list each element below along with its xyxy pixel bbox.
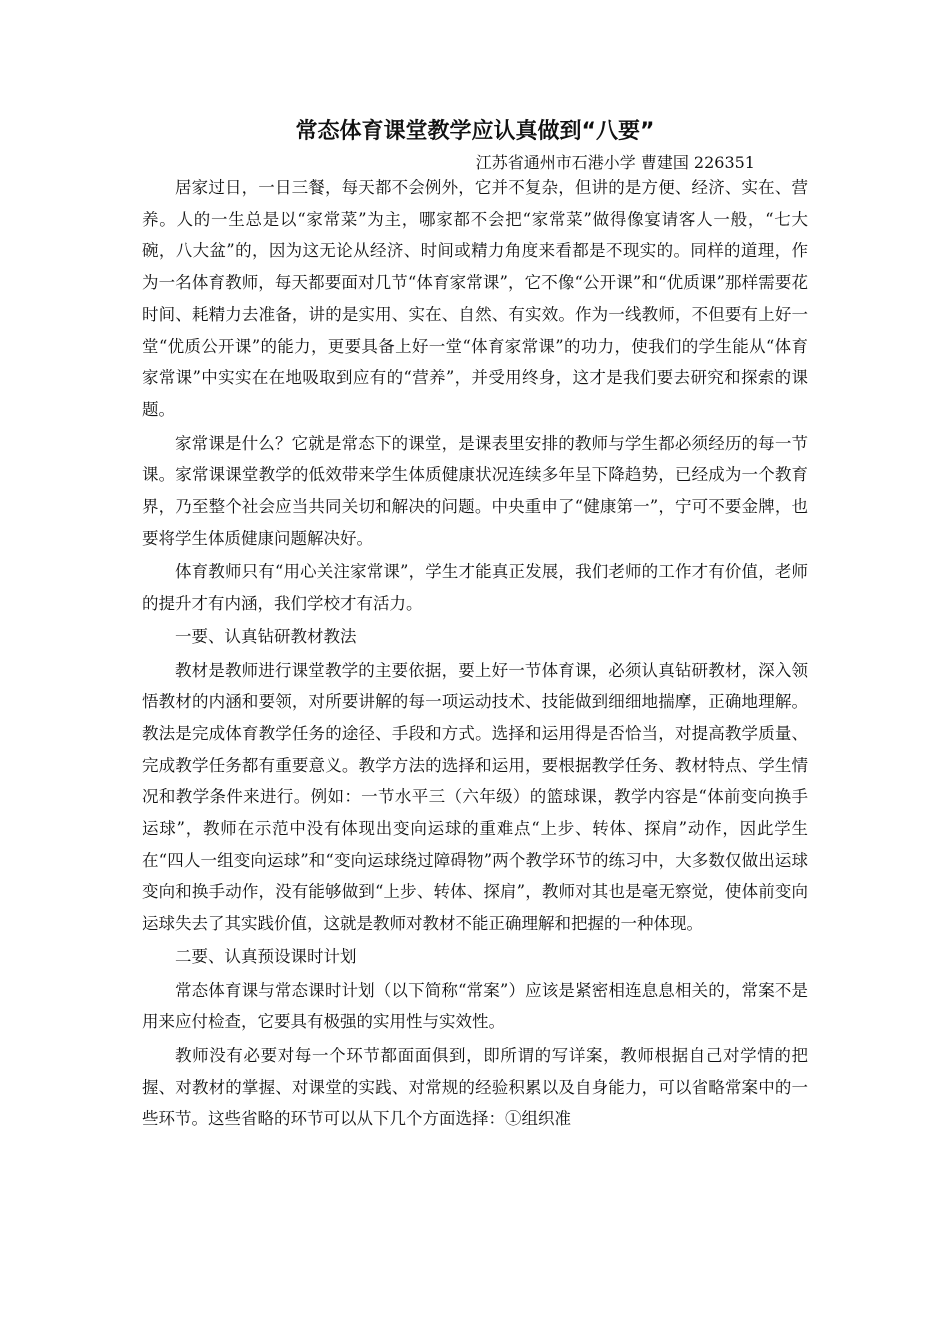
section-heading: 一要、认真钻研教材教法 <box>175 626 357 646</box>
body-paragraph: 体育教师只有“用心关注家常课”，学生才能真正发展，我们老师的工作才有价值，老师的提升才有内涵，我们学校才有活力。 <box>142 562 808 614</box>
document-title: 常态体育课堂教学应认真做到“八要” <box>295 119 655 144</box>
body-paragraph: 家常课是什么？它就是常态下的课堂，是课表里安排的教师与学生都必须经历的每一节课。家常课课堂教学的低效带来学生体质健康状况连续多年呈下降趋势，已经成为一个教育界，乃至整个社会应当共同关切和解决的问题。中央重申了“健康第一”，宁可不要金牌，也要将学生体质健康问题解决好。 <box>142 433 808 548</box>
author-byline: 江苏省通州市石港小学 曹建国 226351 <box>475 153 755 172</box>
body-paragraph: 居家过日，一日三餐，每天都不会例外，它并不复杂，但讲的是方便、经济、实在、营养。人的一生总是以“家常菜”为主，哪家都不会把“家常菜”做得像宴请客人一般，“七大碗，八大盆”的，因为这无论从经济、时间或精力角度来看都是不现实的。同样的道理，作为一名体育教师，每天都要面对几节“体育家常课”，它不像“公开课”和“优质课”那样需要花时间、耗精力去准备，讲的是实用、实在、自然、有实效。作为一线教师，不但要有上好一堂“优质公开课”的能力，更要具备上好一堂“体育家常课”的功力，使我们的学生能从“体育家常课”中实实在在地吸取到应有的“营养”，并受用终身，这才是我们要去研究和探索的课题。 <box>142 178 808 419</box>
document-body <box>142 172 808 1135</box>
body-paragraph: 教师没有必要对每一个环节都面面俱到，即所谓的写详案，教师根据自己对学情的把握、对教材的掌握、对课堂的实践、对常规的经验积累以及自身能力，可以省略常案中的一些环节。这些省略的环节可以从下几个方面选择：①组织准 <box>142 1045 808 1129</box>
body-paragraph: 常态体育课与常态课时计划（以下简称“常案”）应该是紧密相连息息相关的，常案不是用来应付检查，它要具有极强的实用性与实效性。 <box>142 980 808 1032</box>
section-heading: 二要、认真预设课时计划 <box>175 946 357 966</box>
body-paragraph: 教材是教师进行课堂教学的主要依据，要上好一节体育课，必须认真钻研教材，深入领悟教材的内涵和要领，对所要讲解的每一项运动技术、技能做到细细地揣摩，正确地理解。教法是完成体育教学任务的途径、手段和方式。选择和运用得是否恰当，对提高教学质量、完成教学任务都有重要意义。教学方法的选择和运用，要根据教学任务、教材特点、学生情况和教学条件来进行。例如：一节水平三（六年级）的篮球课，教学内容是“体前变向换手运球”，教师在示范中没有体现出变向运球的重难点“上步、转体、探肩”动作，因此学生在“四人一组变向运球”和“变向运球绕过障碍物”两个教学环节的练习中，大多数仅做出运球变向和换手动作，没有能够做到“上步、转体、探肩”，教师对其也是毫无察觉，使体前变向运球失去了其实践价值，这就是教师对教材不能正确理解和把握的一种体现。 <box>142 660 808 934</box>
